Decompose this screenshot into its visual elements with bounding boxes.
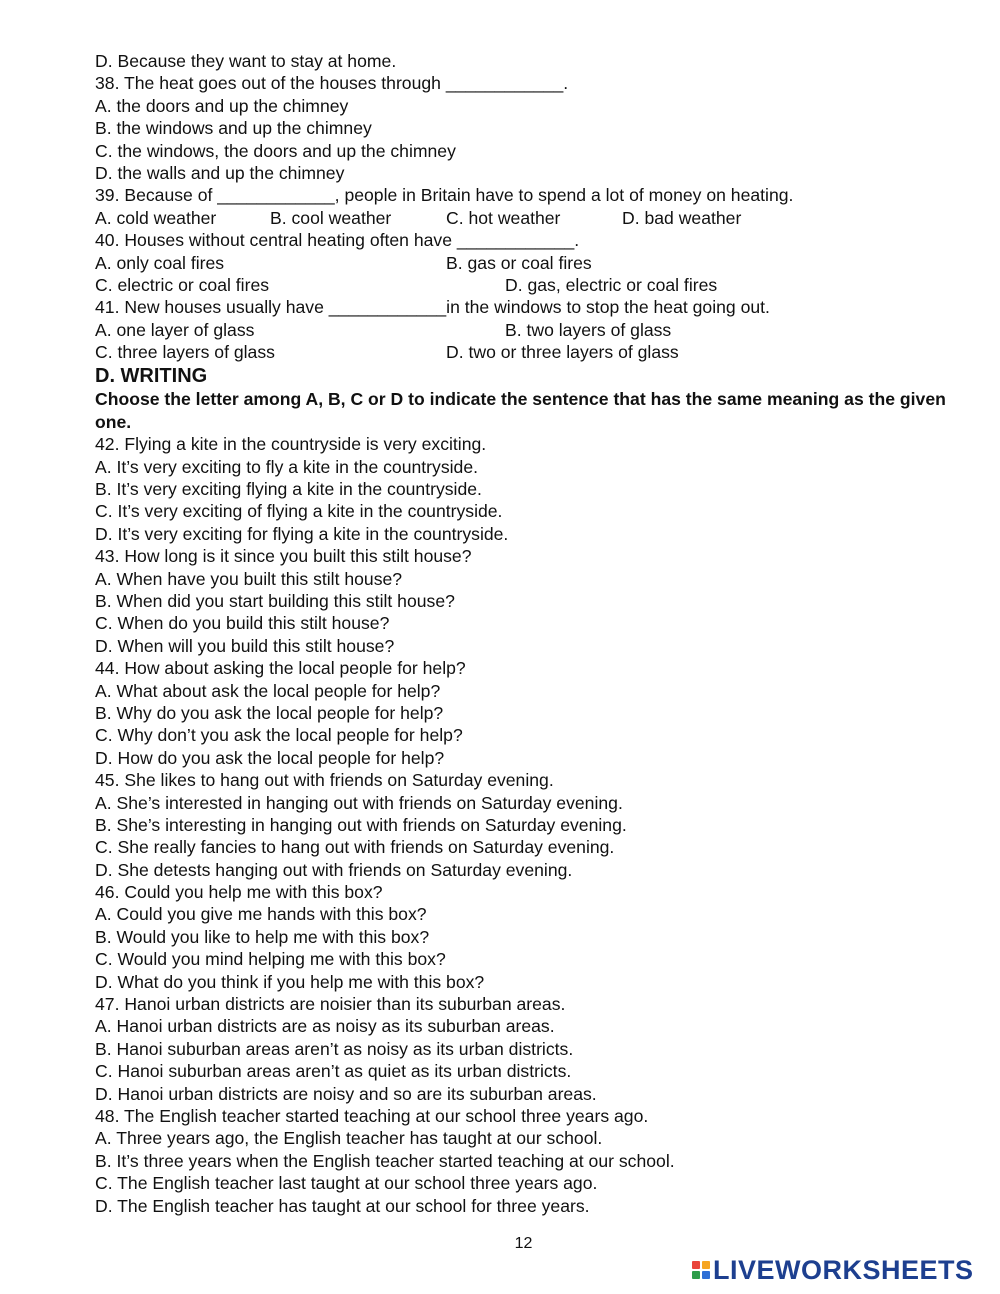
answer-option: C. The English teacher last taught at our school three years ago. (95, 1173, 598, 1194)
answer-option: D. Because they want to stay at home. (95, 51, 397, 71)
answer-option: D. When will you build this stilt house? (95, 635, 395, 656)
section-instruction: Choose the letter among A, B, C or D to indicate the sentence that has the same meaning as the given one. (95, 389, 946, 432)
answer-option: A. It’s very exciting to fly a kite in the countryside. (95, 456, 478, 477)
answer-option: C. the windows, the doors and up the chimney (95, 140, 456, 161)
answer-option: A. Three years ago, the English teacher has taught at our school. (95, 1128, 603, 1149)
question-38: 38. The heat goes out of the houses through ____________. (95, 73, 569, 94)
answer-option: A. only coal fires (95, 252, 225, 273)
logo-block (692, 1261, 700, 1269)
answer-option: C. Why don’t you ask the local people for help? (95, 725, 463, 746)
question-45: 45. She likes to hang out with friends on Saturday evening. (95, 770, 554, 791)
logo-text: LIVEWORKSHEETS (713, 1254, 974, 1285)
answer-option: A. the doors and up the chimney (95, 95, 349, 116)
answer-option: A. When have you built this stilt house? (95, 568, 403, 589)
options-row-41a (95, 319, 965, 341)
question-47: 47. Hanoi urban districts are noisier than its suburban areas. (95, 994, 566, 1015)
answer-option: C. It’s very exciting of flying a kite in the countryside. (95, 501, 503, 522)
answer-option: C. hot weather (446, 207, 561, 228)
logo-block (702, 1261, 710, 1269)
answer-option: C. She really fancies to hang out with friends on Saturday evening. (95, 837, 615, 858)
answer-option: B. Why do you ask the local people for help? (95, 702, 444, 723)
question-48: 48. The English teacher started teaching at our school three years ago. (95, 1106, 649, 1126)
section-title: D. WRITING (95, 365, 208, 388)
answer-option: B. gas or coal fires (446, 252, 592, 273)
answer-option: B. When did you start building this stilt house? (95, 591, 455, 612)
answer-option: A. She’s interested in hanging out with friends on Saturday evening. (95, 792, 623, 813)
answer-option: D. The English teacher has taught at our school for three years. (95, 1195, 590, 1216)
page-number: 12 (514, 1235, 533, 1252)
logo-block (692, 1271, 700, 1279)
answer-option: C. Would you mind helping me with this box? (95, 949, 446, 970)
logo-block (702, 1271, 710, 1279)
answer-option: B. It’s very exciting flying a kite in the countryside. (95, 479, 482, 500)
answer-option: D. two or three layers of glass (446, 342, 679, 363)
answer-option: C. three layers of glass (95, 342, 275, 363)
answer-option: B. It’s three years when the English teacher started teaching at our school. (95, 1150, 675, 1171)
answer-option: D. gas, electric or coal fires (505, 274, 718, 295)
question-46: 46. Could you help me with this box? (95, 882, 383, 903)
options-row-41b (95, 341, 965, 363)
answer-option: D. It’s very exciting for flying a kite in the countryside. (95, 523, 509, 544)
liveworksheets-logo[interactable] (692, 1255, 974, 1285)
answer-option: D. How do you ask the local people for help? (95, 747, 445, 768)
answer-option: D. bad weather (622, 207, 742, 228)
worksheet-page (95, 50, 965, 1217)
answer-option: A. one layer of glass (95, 319, 255, 340)
answer-option: B. cool weather (270, 207, 392, 228)
answer-option: A. What about ask the local people for help? (95, 680, 441, 701)
question-44: 44. How about asking the local people for help? (95, 658, 466, 679)
question-41: 41. New houses usually have ____________in the windows to stop the heat going out. (95, 297, 770, 318)
answer-option: B. two layers of glass (505, 319, 672, 340)
answer-option: B. Hanoi suburban areas aren’t as noisy as its urban districts. (95, 1038, 574, 1059)
answer-option: D. the walls and up the chimney (95, 162, 345, 183)
answer-option: C. electric or coal fires (95, 274, 270, 295)
answer-option: C. When do you build this stilt house? (95, 613, 390, 634)
answer-option: A. cold weather (95, 207, 217, 228)
question-40: 40. Houses without central heating often have ____________. (95, 230, 580, 251)
answer-option: D. What do you think if you help me with this box? (95, 971, 485, 992)
answer-option: C. Hanoi suburban areas aren’t as quiet as its urban districts. (95, 1061, 572, 1082)
options-row-40b (95, 274, 965, 296)
answer-option: B. the windows and up the chimney (95, 118, 372, 139)
answer-option: A. Could you give me hands with this box? (95, 904, 427, 925)
question-43: 43. How long is it since you built this stilt house? (95, 546, 472, 567)
question-42: 42. Flying a kite in the countryside is very exciting. (95, 434, 487, 455)
answer-option: B. She’s interesting in hanging out with friends on Saturday evening. (95, 814, 627, 835)
answer-option: B. Would you like to help me with this box? (95, 926, 430, 947)
options-row-40a (95, 252, 965, 274)
answer-option: D. Hanoi urban districts are noisy and so are its suburban areas. (95, 1083, 597, 1104)
logo-blocks-icon (692, 1261, 710, 1279)
answer-option: D. She detests hanging out with friends on Saturday evening. (95, 859, 573, 880)
options-row-39 (95, 207, 965, 229)
question-39: 39. Because of ____________, people in Britain have to spend a lot of money on heating. (95, 185, 794, 206)
answer-option: A. Hanoi urban districts are as noisy as its suburban areas. (95, 1016, 555, 1037)
